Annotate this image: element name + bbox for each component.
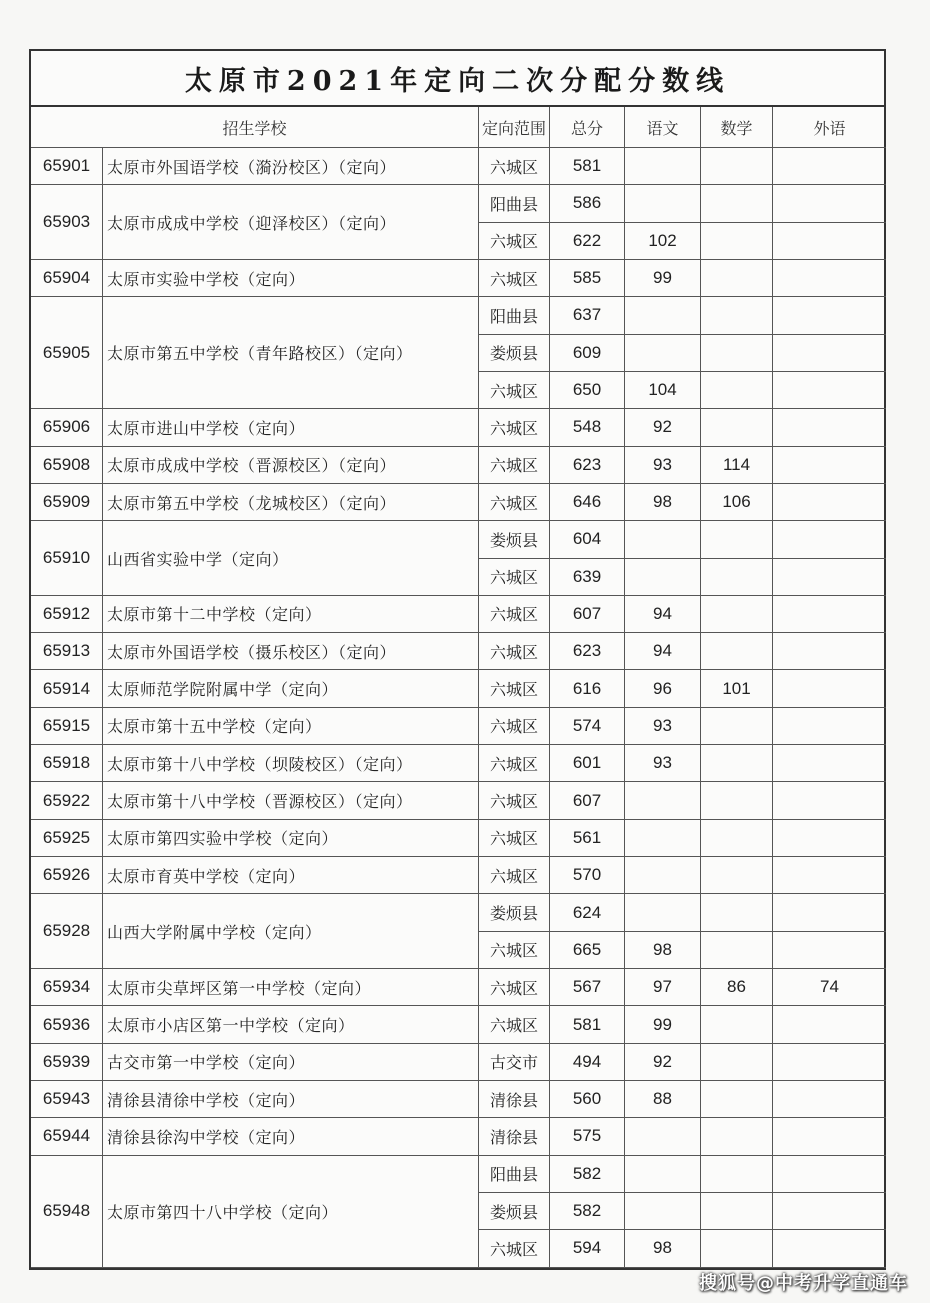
math-score-cell xyxy=(701,1044,773,1081)
math-score-cell xyxy=(701,372,773,409)
chinese-score-cell: 99 xyxy=(625,260,701,297)
chinese-score-cell xyxy=(625,820,701,857)
english-score-cell xyxy=(773,1006,886,1043)
math-score-cell xyxy=(701,745,773,782)
scope-cell: 六城区 xyxy=(479,447,550,484)
chinese-score-cell xyxy=(625,148,701,185)
chinese-score-cell: 93 xyxy=(625,447,701,484)
school-code: 65904 xyxy=(31,260,103,297)
header-scope: 定向范围 xyxy=(479,107,550,148)
school-code: 65915 xyxy=(31,708,103,745)
chinese-score-cell: 94 xyxy=(625,596,701,633)
header-english: 外语 xyxy=(773,107,886,148)
scope-cell: 娄烦县 xyxy=(479,1193,550,1230)
math-score-cell xyxy=(701,782,773,819)
math-score-cell xyxy=(701,1230,773,1267)
school-code: 65903 xyxy=(31,185,103,260)
school-code: 65912 xyxy=(31,596,103,633)
school-name: 太原市小店区第一中学校（定向） xyxy=(103,1006,479,1043)
chinese-score-cell xyxy=(625,1118,701,1155)
chinese-score-cell: 92 xyxy=(625,409,701,446)
school-code: 65914 xyxy=(31,670,103,707)
english-score-cell xyxy=(773,484,886,521)
scope-cell: 六城区 xyxy=(479,708,550,745)
school-code: 65948 xyxy=(31,1156,103,1268)
page-title: 太原市2021年定向二次分配分数线 xyxy=(184,65,731,97)
total-score-cell: 548 xyxy=(550,409,625,446)
chinese-score-cell: 96 xyxy=(625,670,701,707)
school-name: 清徐县徐沟中学校（定向） xyxy=(103,1118,479,1155)
math-score-cell xyxy=(701,521,773,558)
chinese-score-cell xyxy=(625,782,701,819)
english-score-cell xyxy=(773,670,886,707)
total-score-cell: 594 xyxy=(550,1230,625,1267)
total-score-cell: 601 xyxy=(550,745,625,782)
school-code: 65943 xyxy=(31,1081,103,1118)
scope-cell: 六城区 xyxy=(479,782,550,819)
chinese-score-cell: 88 xyxy=(625,1081,701,1118)
school-name: 太原市第四十八中学校（定向） xyxy=(103,1156,479,1268)
math-score-cell xyxy=(701,1193,773,1230)
total-score-cell: 574 xyxy=(550,708,625,745)
total-score-cell: 581 xyxy=(550,148,625,185)
math-score-cell: 106 xyxy=(701,484,773,521)
math-score-cell xyxy=(701,1081,773,1118)
english-score-cell xyxy=(773,185,886,222)
scope-cell: 清徐县 xyxy=(479,1081,550,1118)
total-score-cell: 616 xyxy=(550,670,625,707)
school-code: 65909 xyxy=(31,484,103,521)
math-score-cell: 114 xyxy=(701,447,773,484)
school-name: 太原市第十八中学校（坝陵校区）（定向） xyxy=(103,745,479,782)
scope-cell: 六城区 xyxy=(479,670,550,707)
scope-cell: 娄烦县 xyxy=(479,521,550,558)
scope-cell: 六城区 xyxy=(479,260,550,297)
chinese-score-cell: 92 xyxy=(625,1044,701,1081)
chinese-score-cell: 93 xyxy=(625,708,701,745)
school-code: 65944 xyxy=(31,1118,103,1155)
table-grid xyxy=(31,51,884,1268)
scope-cell: 六城区 xyxy=(479,372,550,409)
total-score-cell: 567 xyxy=(550,969,625,1006)
english-score-cell xyxy=(773,148,886,185)
chinese-score-cell: 104 xyxy=(625,372,701,409)
math-score-cell xyxy=(701,223,773,260)
math-score-cell xyxy=(701,335,773,372)
chinese-score-cell xyxy=(625,559,701,596)
math-score-cell xyxy=(701,297,773,334)
school-name: 太原市进山中学校（定向） xyxy=(103,409,479,446)
english-score-cell xyxy=(773,1230,886,1267)
scope-cell: 阳曲县 xyxy=(479,1156,550,1193)
english-score-cell xyxy=(773,857,886,894)
english-score-cell xyxy=(773,1156,886,1193)
scope-cell: 六城区 xyxy=(479,223,550,260)
chinese-score-cell xyxy=(625,521,701,558)
scope-cell: 六城区 xyxy=(479,559,550,596)
school-name: 太原市尖草坪区第一中学校（定向） xyxy=(103,969,479,1006)
header-school: 招生学校 xyxy=(31,107,479,148)
english-score-cell xyxy=(773,372,886,409)
school-code: 65913 xyxy=(31,633,103,670)
school-name: 山西省实验中学（定向） xyxy=(103,521,479,596)
chinese-score-cell: 93 xyxy=(625,745,701,782)
math-score-cell xyxy=(701,559,773,596)
chinese-score-cell xyxy=(625,857,701,894)
total-score-cell: 575 xyxy=(550,1118,625,1155)
school-code: 65939 xyxy=(31,1044,103,1081)
total-score-cell: 624 xyxy=(550,894,625,931)
english-score-cell xyxy=(773,335,886,372)
chinese-score-cell xyxy=(625,185,701,222)
school-code: 65936 xyxy=(31,1006,103,1043)
school-name: 太原市第五中学校（青年路校区）（定向） xyxy=(103,297,479,409)
english-score-cell xyxy=(773,1044,886,1081)
math-score-cell xyxy=(701,932,773,969)
total-score-cell: 581 xyxy=(550,1006,625,1043)
math-score-cell: 86 xyxy=(701,969,773,1006)
math-score-cell: 101 xyxy=(701,670,773,707)
school-name: 太原市实验中学校（定向） xyxy=(103,260,479,297)
english-score-cell: 74 xyxy=(773,969,886,1006)
scope-cell: 阳曲县 xyxy=(479,297,550,334)
school-name: 山西大学附属中学校（定向） xyxy=(103,894,479,969)
scope-cell: 六城区 xyxy=(479,857,550,894)
total-score-cell: 586 xyxy=(550,185,625,222)
chinese-score-cell xyxy=(625,297,701,334)
scope-cell: 六城区 xyxy=(479,596,550,633)
chinese-score-cell: 94 xyxy=(625,633,701,670)
total-score-cell: 646 xyxy=(550,484,625,521)
school-name: 太原市第四实验中学校（定向） xyxy=(103,820,479,857)
scope-cell: 六城区 xyxy=(479,633,550,670)
scope-cell: 阳曲县 xyxy=(479,185,550,222)
scope-cell: 六城区 xyxy=(479,148,550,185)
school-name: 太原市成成中学校（迎泽校区）（定向） xyxy=(103,185,479,260)
school-code: 65918 xyxy=(31,745,103,782)
scope-cell: 古交市 xyxy=(479,1044,550,1081)
math-score-cell xyxy=(701,409,773,446)
total-score-cell: 622 xyxy=(550,223,625,260)
school-name: 古交市第一中学校（定向） xyxy=(103,1044,479,1081)
chinese-score-cell: 98 xyxy=(625,1230,701,1267)
scope-cell: 六城区 xyxy=(479,1006,550,1043)
school-name: 太原师范学院附属中学（定向） xyxy=(103,670,479,707)
school-name: 太原市外国语学校（摄乐校区）（定向） xyxy=(103,633,479,670)
english-score-cell xyxy=(773,559,886,596)
english-score-cell xyxy=(773,782,886,819)
total-score-cell: 561 xyxy=(550,820,625,857)
english-score-cell xyxy=(773,1081,886,1118)
school-name: 太原市第五中学校（龙城校区）（定向） xyxy=(103,484,479,521)
school-code: 65934 xyxy=(31,969,103,1006)
math-score-cell xyxy=(701,1006,773,1043)
scope-cell: 六城区 xyxy=(479,409,550,446)
chinese-score-cell: 102 xyxy=(625,223,701,260)
scope-cell: 清徐县 xyxy=(479,1118,550,1155)
school-name: 太原市第十二中学校（定向） xyxy=(103,596,479,633)
total-score-cell: 609 xyxy=(550,335,625,372)
total-score-cell: 560 xyxy=(550,1081,625,1118)
school-code: 65910 xyxy=(31,521,103,596)
total-score-cell: 637 xyxy=(550,297,625,334)
school-code: 65922 xyxy=(31,782,103,819)
math-score-cell xyxy=(701,1156,773,1193)
total-score-cell: 582 xyxy=(550,1156,625,1193)
english-score-cell xyxy=(773,894,886,931)
english-score-cell xyxy=(773,708,886,745)
chinese-score-cell xyxy=(625,894,701,931)
math-score-cell xyxy=(701,260,773,297)
school-name: 太原市第十五中学校（定向） xyxy=(103,708,479,745)
school-code: 65928 xyxy=(31,894,103,969)
scope-cell: 六城区 xyxy=(479,969,550,1006)
scope-cell: 娄烦县 xyxy=(479,335,550,372)
english-score-cell xyxy=(773,1118,886,1155)
math-score-cell xyxy=(701,857,773,894)
english-score-cell xyxy=(773,409,886,446)
scope-cell: 六城区 xyxy=(479,484,550,521)
school-name: 太原市第十八中学校（晋源校区）（定向） xyxy=(103,782,479,819)
score-table xyxy=(29,49,886,1270)
watermark-text: 搜狐号@中考升学直通车 xyxy=(699,1273,908,1294)
english-score-cell xyxy=(773,521,886,558)
school-code: 65925 xyxy=(31,820,103,857)
school-name: 太原市成成中学校（晋源校区）（定向） xyxy=(103,447,479,484)
chinese-score-cell: 99 xyxy=(625,1006,701,1043)
school-name: 太原市外国语学校（漪汾校区）（定向） xyxy=(103,148,479,185)
total-score-cell: 585 xyxy=(550,260,625,297)
english-score-cell xyxy=(773,633,886,670)
english-score-cell xyxy=(773,447,886,484)
english-score-cell xyxy=(773,932,886,969)
english-score-cell xyxy=(773,1193,886,1230)
total-score-cell: 665 xyxy=(550,932,625,969)
total-score-cell: 623 xyxy=(550,447,625,484)
chinese-score-cell: 97 xyxy=(625,969,701,1006)
chinese-score-cell xyxy=(625,335,701,372)
total-score-cell: 639 xyxy=(550,559,625,596)
total-score-cell: 582 xyxy=(550,1193,625,1230)
total-score-cell: 607 xyxy=(550,596,625,633)
chinese-score-cell xyxy=(625,1193,701,1230)
chinese-score-cell: 98 xyxy=(625,484,701,521)
english-score-cell xyxy=(773,745,886,782)
chinese-score-cell xyxy=(625,1156,701,1193)
scope-cell: 六城区 xyxy=(479,932,550,969)
school-name: 清徐县清徐中学校（定向） xyxy=(103,1081,479,1118)
school-code: 65905 xyxy=(31,297,103,409)
header-chinese: 语文 xyxy=(625,107,701,148)
math-score-cell xyxy=(701,596,773,633)
header-math: 数学 xyxy=(701,107,773,148)
english-score-cell xyxy=(773,297,886,334)
school-code: 65926 xyxy=(31,857,103,894)
math-score-cell xyxy=(701,1118,773,1155)
scope-cell: 六城区 xyxy=(479,820,550,857)
header-total: 总分 xyxy=(550,107,625,148)
math-score-cell xyxy=(701,894,773,931)
math-score-cell xyxy=(701,820,773,857)
english-score-cell xyxy=(773,820,886,857)
total-score-cell: 623 xyxy=(550,633,625,670)
total-score-cell: 570 xyxy=(550,857,625,894)
school-code: 65908 xyxy=(31,447,103,484)
math-score-cell xyxy=(701,708,773,745)
total-score-cell: 607 xyxy=(550,782,625,819)
scope-cell: 六城区 xyxy=(479,745,550,782)
scope-cell: 娄烦县 xyxy=(479,894,550,931)
total-score-cell: 494 xyxy=(550,1044,625,1081)
total-score-cell: 650 xyxy=(550,372,625,409)
english-score-cell xyxy=(773,596,886,633)
total-score-cell: 604 xyxy=(550,521,625,558)
school-code: 65901 xyxy=(31,148,103,185)
math-score-cell xyxy=(701,185,773,222)
school-name: 太原市育英中学校（定向） xyxy=(103,857,479,894)
scope-cell: 六城区 xyxy=(479,1230,550,1267)
math-score-cell xyxy=(701,148,773,185)
english-score-cell xyxy=(773,223,886,260)
math-score-cell xyxy=(701,633,773,670)
school-code: 65906 xyxy=(31,409,103,446)
english-score-cell xyxy=(773,260,886,297)
chinese-score-cell: 98 xyxy=(625,932,701,969)
